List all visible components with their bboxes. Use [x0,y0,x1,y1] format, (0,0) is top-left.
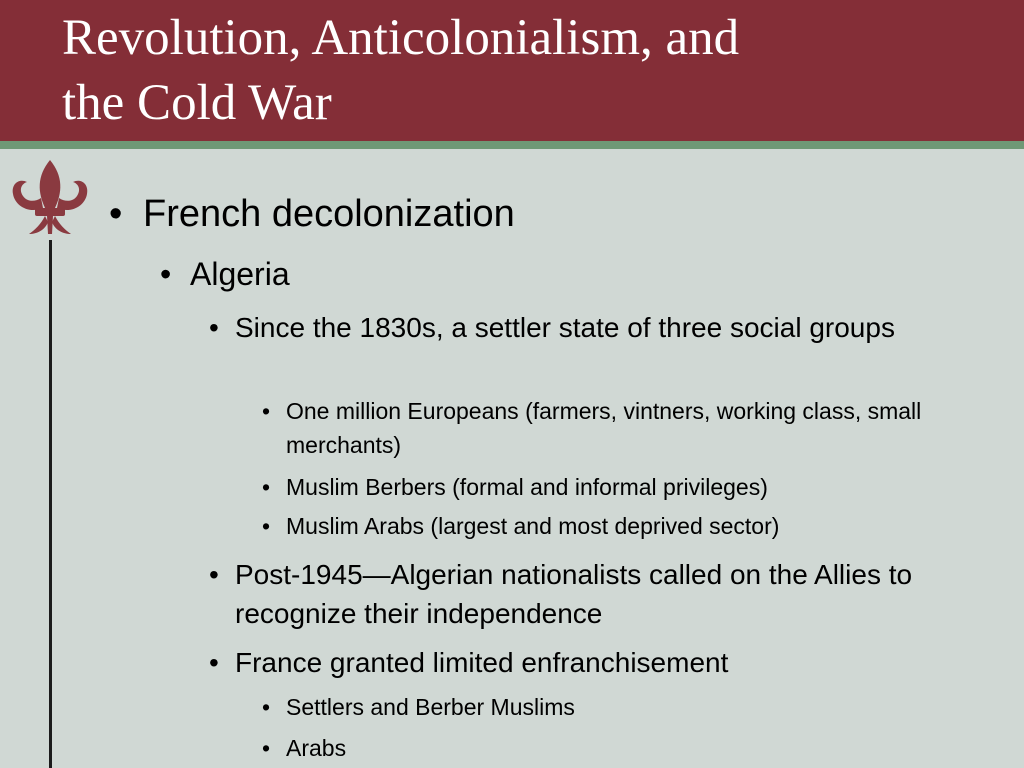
bullet-text: French decolonization [143,193,515,235]
bullet-enfranchisement [209,643,975,682]
bullet-settler-state [209,308,975,347]
bullet-marker: • [262,735,271,761]
bullet-text: One million Europeans (farmers, vintners, working class, small merchants) [286,398,922,458]
bullet-french-decolonization [109,192,1003,236]
bullet-post-1945 [209,555,975,633]
bullet-arabs [262,731,976,765]
bullet-algeria [160,255,990,293]
bullet-marker: • [109,193,123,235]
bullet-text: Post-1945—Algerian nationalists called on the Allies to recognize their independence [235,559,913,629]
bullet-marker: • [262,474,271,500]
title-bar-accent-stripe [0,141,1024,149]
bullet-text: Muslim Berbers (formal and informal privileges) [286,474,768,500]
bullet-settlers-berbers [262,690,976,724]
fleur-de-lis-icon [7,158,93,244]
bullet-text: France granted limited enfranchisement [235,647,729,678]
slide-title-line-2: the Cold War [62,75,332,131]
bullet-marker: • [209,312,219,343]
bullet-text: Muslim Arabs (largest and most deprived sector) [286,513,780,539]
bullet-marker: • [262,694,271,720]
bullet-text: Since the 1830s, a settler state of three social groups [235,312,895,343]
bullet-marker: • [160,256,172,292]
bullet-marker: • [209,647,219,678]
bullet-text: Settlers and Berber Muslims [286,694,575,720]
bullet-muslim-berbers [262,470,976,504]
bullet-text: Arabs [286,735,347,761]
slide-title-line-1: Revolution, Anticolonialism, and [62,10,740,66]
bullet-europeans [262,394,976,462]
bullet-muslim-arabs [262,509,976,543]
decorative-vertical-line [49,240,52,768]
bullet-text: Algeria [190,256,290,292]
bullet-marker: • [262,513,271,539]
bullet-marker: • [209,559,219,590]
bullet-marker: • [262,398,271,424]
slide-title [62,6,1002,136]
